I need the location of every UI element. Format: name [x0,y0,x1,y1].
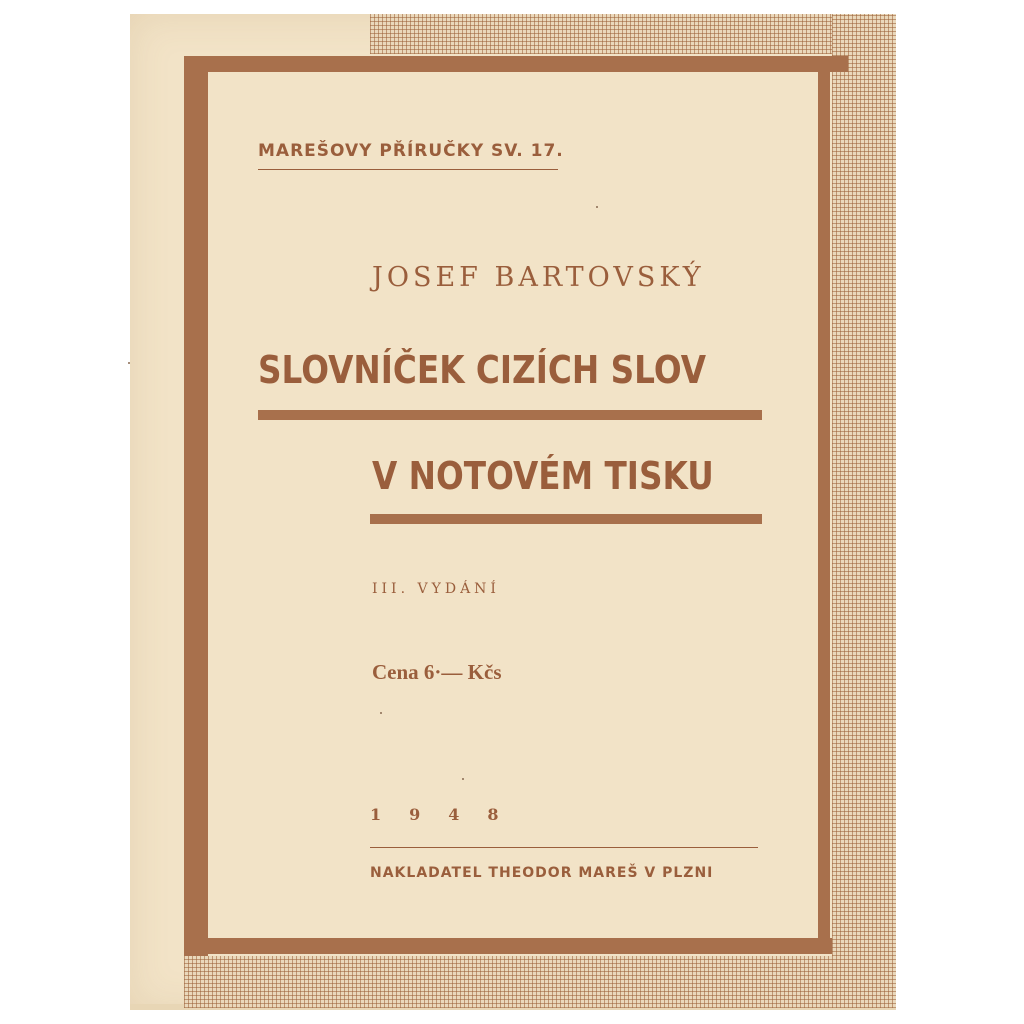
series-underline [258,169,558,170]
frame-bar-bottom [184,938,832,954]
paper-speck [380,712,382,714]
frame-bar-left [184,56,208,956]
publisher-name: NAKLADATEL THEODOR MAREŠ V PLZNI [370,865,714,881]
paper-speck [596,206,598,208]
frame-hatch-top [370,14,896,54]
title-rule-2 [370,514,762,524]
publication-year: 1948 [370,805,527,824]
title-rule-1 [258,410,762,420]
paper-speck [462,778,464,780]
paper-speck [128,362,130,364]
frame-bar-right [818,72,830,954]
book-cover [130,14,896,1010]
price-label: Cena 6·— Kčs [372,660,502,684]
edition-label: III. VYDÁNÍ [372,581,500,597]
frame-hatch-bottom [184,956,896,1008]
title-line-1: SLOVNÍČEK CIZÍCH SLOV [258,348,707,392]
frame-bar-top [184,56,848,72]
frame-hatch-right [832,14,896,1008]
series-label: MAREŠOVY PŘÍRUČKY SV. 17. [258,141,564,161]
year-underline [370,847,758,848]
author-name: JOSEF BARTOVSKÝ [372,262,705,293]
title-line-2: V NOTOVÉM TISKU [372,454,714,498]
